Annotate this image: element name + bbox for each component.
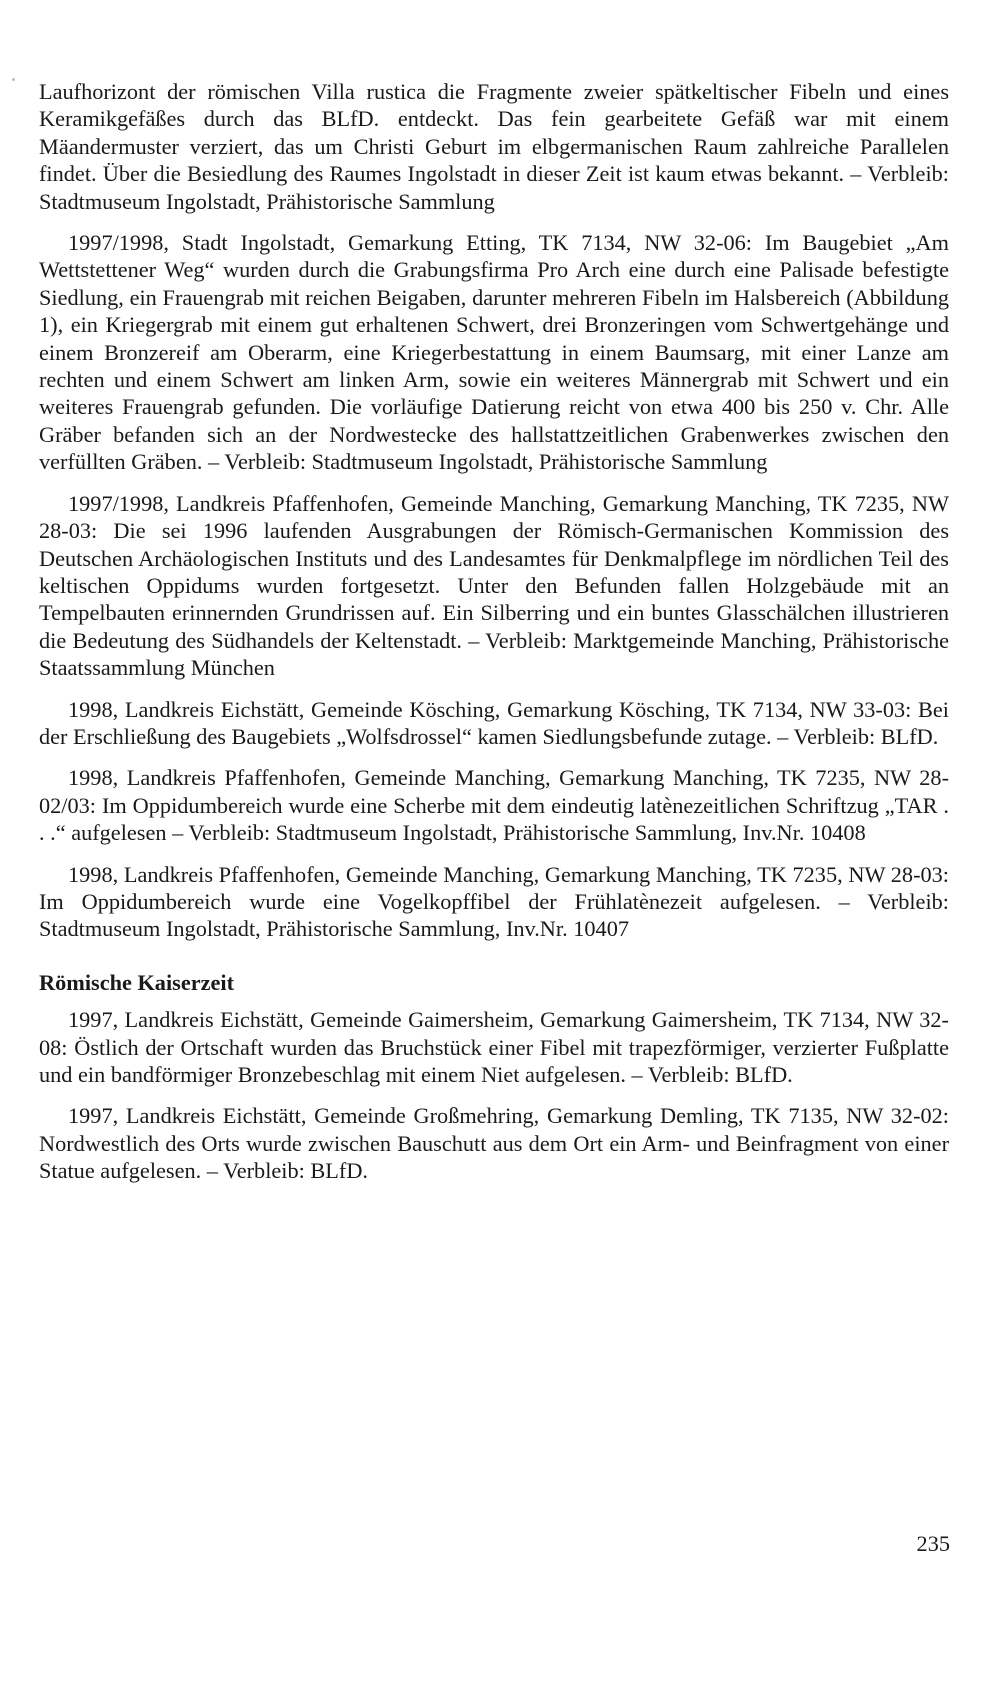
paragraph-gaimersheim: 1997, Landkreis Eichstätt, Gemeinde Gaimersheim, Gemarkung Gaimersheim, TK 7134, NW 32-08: Östlich der Ortschaft wurden das Bruchstück einer Fibel mit trapezförmiger, verzierter Fußplatte und ein bandförmiger Bronzebeschlag mit einem Niet aufgelesen. – Verbleib: BLfD. (39, 1007, 949, 1087)
paragraph-manching-fibula: 1998, Landkreis Pfaffenhofen, Gemeinde Manching, Gemarkung Manching, TK 7235, NW 28-03: Im Oppidumbereich wurde eine Vogelkopffibel der Frühlatènezeit aufgelesen. – Verbleib: Stadtmuseum Ingolstadt, Prähistorische Sammlung, Inv.Nr. 10407 (39, 861, 949, 942)
scan-speck (12, 78, 15, 81)
document-page (39, 78, 949, 1199)
paragraph-manching-excavation: 1997/1998, Landkreis Pfaffenhofen, Gemeinde Manching, Gemarkung Manching, TK 7235, NW 28-03: Die sei 1996 laufenden Ausgrabungen der Römisch-Germanischen Kommission des Deutschen Archäologischen Instituts und des Landesamtes für Denkmalpflege im nördlichen Teil des keltischen Oppidums wurden fortgesetzt. Unter den Befunden fallen Holzgebäude mit an Tempelbauten erinnernden Grundrissen auf. Ein Silberring und ein buntes Glasschälchen illustrieren die Bedeutung des Südhandels der Keltenstadt. – Verbleib: Marktgemeinde Manching, Prähistorische Staatssammlung München (39, 490, 949, 681)
paragraph-koesching: 1998, Landkreis Eichstätt, Gemeinde Kösching, Gemarkung Kösching, TK 7134, NW 33-03: Bei der Erschließung des Baugebiets „Wolfsdrossel“ kamen Siedlungsbefunde zutage. – Verbleib: BLfD. (39, 696, 949, 749)
page-number: 235 (916, 1531, 950, 1556)
paragraph-demling: 1997, Landkreis Eichstätt, Gemeinde Großmehring, Gemarkung Demling, TK 7135, NW 32-02: Nordwestlich des Orts wurde zwischen Bauschutt aus dem Ort ein Arm- und Beinfragment von einer Statue aufgelesen. – Verbleib: BLfD. (39, 1103, 949, 1184)
paragraph-manching-sherd: 1998, Landkreis Pfaffenhofen, Gemeinde Manching, Gemarkung Manching, TK 7235, NW 28-02/03: Im Oppidumbereich wurde eine Scherbe mit dem eindeutig latènezeitlichen Schriftzug „TAR . . .“ aufgelesen – Verbleib: Stadtmuseum Ingolstadt, Prähistorische Sammlung, Inv.Nr. 10408 (39, 765, 949, 846)
section-heading: Römische Kaiserzeit (39, 969, 235, 995)
paragraph-etting: 1997/1998, Stadt Ingolstadt, Gemarkung Etting, TK 7134, NW 32-06: Im Baugebiet „Am Wettstettener Weg“ wurden durch die Grabungsfirma Pro Arch eine durch eine Palisade befestigte Siedlung, ein Frauengrab mit reichen Beigaben, darunter mehreren Fibeln im Halsbereich (Abbildung 1), ein Kriegergrab mit einem gut erhaltenen Schwert, drei Bronzeringen vom Schwertgehänge und einem Bronzereif am Oberarm, eine Kriegerbestattung in einem Baumsarg, mit einer Lanze am rechten und einem Schwert am linken Arm, sowie ein weiteres Männergrab mit Schwert und ein weiteres Frauengrab gefunden. Die vorläufige Datierung reicht von etwa 400 bis 250 v. Chr. Alle Gräber befanden sich an der Nordwestecke des hallstattzeitlichen Grabenwerkes zwischen den verfüllten Gräben. – Verbleib: Stadtmuseum Ingolstadt, Prähistorische Sammlung (39, 230, 949, 475)
paragraph-continuation: Laufhorizont der römischen Villa rustica die Fragmente zweier spätkeltischer Fibeln und eines Keramikgefäßes durch das BLfD. entdeckt. Das fein gearbeitete Gefäß war mit einem Mäandermuster verziert, das um Christi Geburt im elbgermanischen Raum zahlreiche Parallelen findet. Über die Besiedlung des Raumes Ingolstadt in dieser Zeit ist kaum etwas bekannt. – Verbleib: Stadtmuseum Ingolstadt, Prähistorische Sammlung (39, 79, 949, 214)
